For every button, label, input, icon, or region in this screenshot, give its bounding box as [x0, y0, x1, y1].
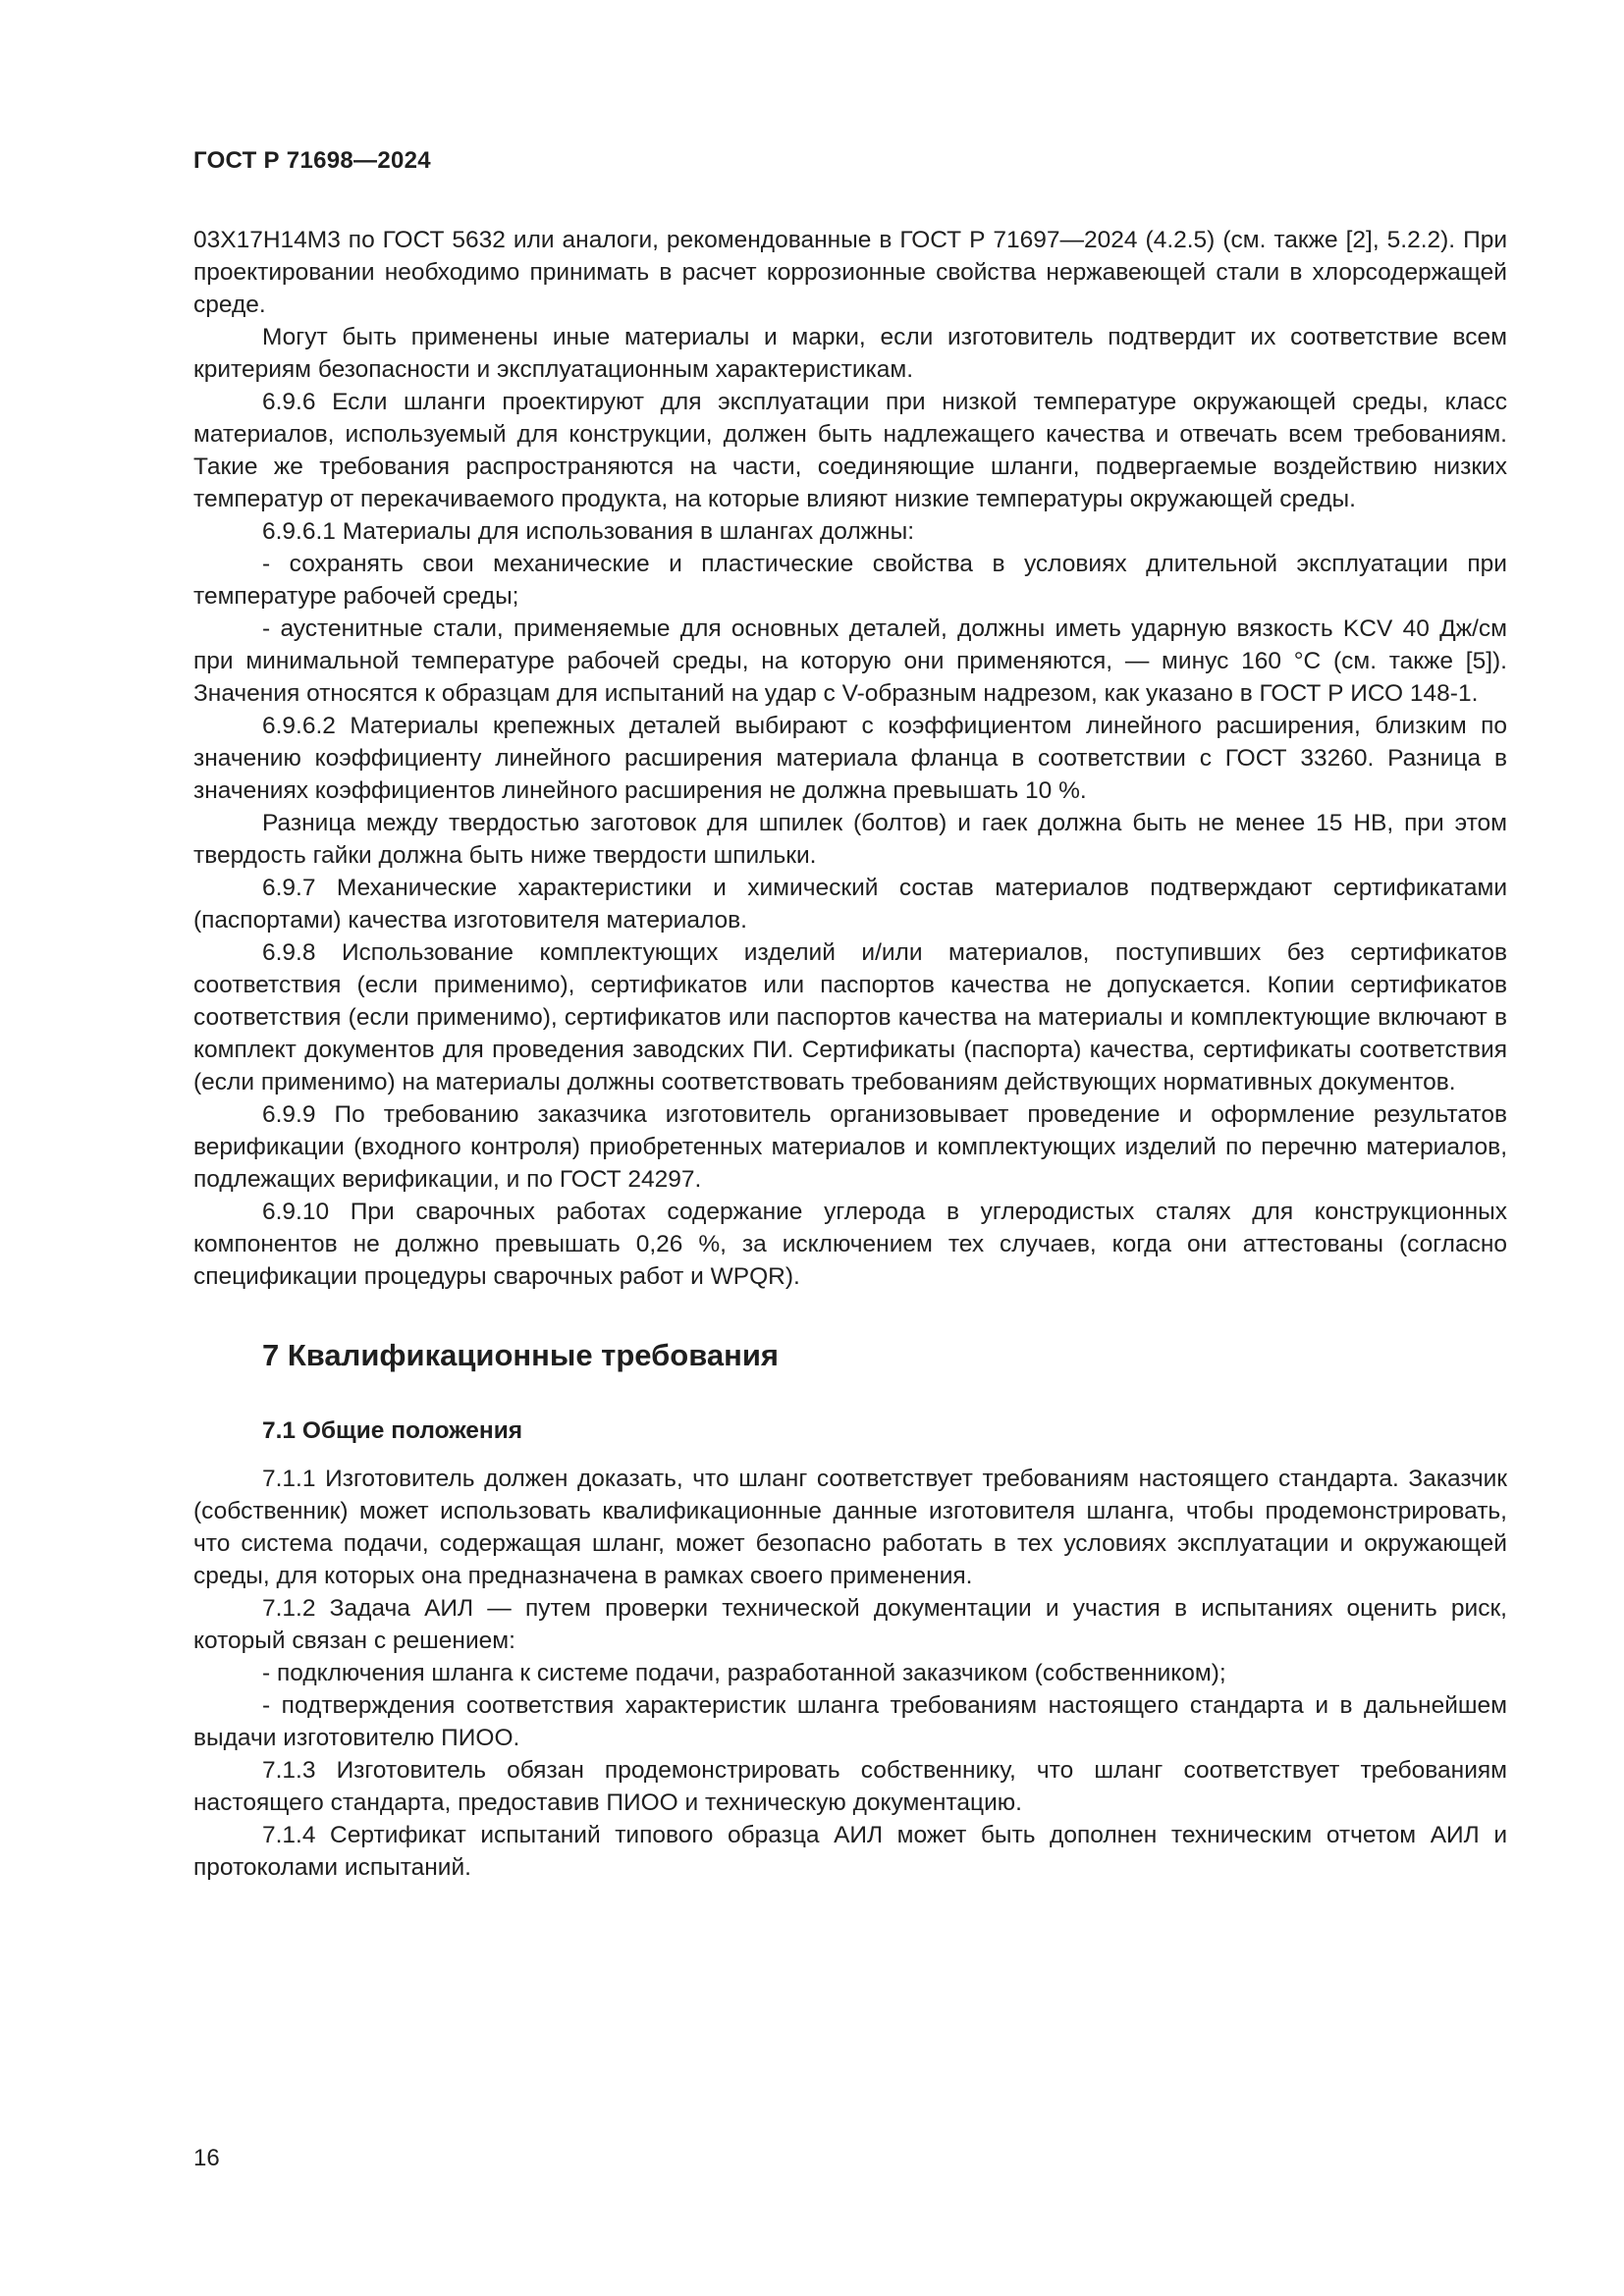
paragraph-7-1-4: 7.1.4 Сертификат испытаний типового образца АИЛ может быть дополнен техническим отчетом АИЛ и протоколами испытаний.	[193, 1822, 1507, 1881]
subsection-title: 7.1 Общие положения	[262, 1417, 523, 1444]
paragraph-6-9-8: 6.9.8 Использование комплектующих изделий и/или материалов, поступивших без сертификатов соответствия (если применимо), сертификатов или паспортов качества не допускается. Копии сертификатов соответствия (если применимо), сертификатов или паспортов качества на материалы и комплектующие включают в комплект документов для проведения заводских ПИ. Сертификаты (паспорта) качества, сертификаты соответствия (если применимо) на материалы должны соответствовать требованиям действующих нормативных документов.	[193, 939, 1507, 1095]
paragraph-6-9-6-2: 6.9.6.2 Материалы крепежных деталей выбирают с коэффициентом линейного расширения, близким по значению коэффициенту линейного расширения материала фланца в соответствии с ГОСТ 33260. Разница в значениях коэффициентов линейного расширения не должна превышать 10 %.	[193, 713, 1507, 804]
paragraph-7-1-2: 7.1.2 Задача АИЛ — путем проверки технической документации и участия в испытаниях оценить риск, который связан с решением:	[193, 1595, 1507, 1654]
paragraph: Могут быть применены иные материалы и марки, если изготовитель подтвердит их соответствие всем критериям безопасности и эксплуатационным характеристикам.	[193, 324, 1507, 383]
page-number: 16	[193, 2145, 220, 2171]
paragraph: Разница между твердостью заготовок для шпилек (болтов) и гаек должна быть не менее 15 НВ, при этом твердость гайки должна быть ниже твердости шпильки.	[193, 810, 1507, 869]
list-item: - сохранять свои механические и пластические свойства в условиях длительной эксплуатации при температуре рабочей среды;	[193, 551, 1507, 610]
paragraph-6-9-6: 6.9.6 Если шланги проектируют для эксплуатации при низкой температуре окружающей среды, класс материалов, используемый для конструкции, должен быть надлежащего качества и отвечать всем требованиям. Такие же требования распространяются на части, соединяющие шланги, подвергаемые воздействию низких температур от перекачиваемого продукта, на которые влияют низкие температуры окружающей среды.	[193, 389, 1507, 512]
paragraph-7-1-1: 7.1.1 Изготовитель должен доказать, что шланг соответствует требованиям настоящего стандарта. Заказчик (собственник) может использовать квалификационные данные изготовителя шланга, чтобы продемонстрировать, что система подачи, содержащая шланг, может безопасно работать в тех условиях эксплуатации и окружающей среды, для которых она предназначена в рамках своего применения.	[193, 1466, 1507, 1589]
list-item: - аустенитные стали, применяемые для основных деталей, должны иметь ударную вязкость KCV 40 Дж/см при минимальной температуре рабочей среды, на которую они применяются, — минус 160 °С (см. также [5]). Значения относятся к образцам для испытаний на удар с V-образным надрезом, как указано в ГОСТ Р ИСО 148-1.	[193, 615, 1507, 707]
paragraph-6-9-9: 6.9.9 По требованию заказчика изготовитель организовывает проведение и оформление результатов верификации (входного контроля) приобретенных материалов и комплектующих изделий по перечню материалов, подлежащих верификации, и по ГОСТ 24297.	[193, 1101, 1507, 1193]
document-header: ГОСТ Р 71698—2024	[193, 147, 431, 174]
section-title: 7 Квалификационные требования	[262, 1338, 779, 1372]
paragraph-6-9-7: 6.9.7 Механические характеристики и химический состав материалов подтверждают сертификатами (паспортами) качества изготовителя материалов.	[193, 875, 1507, 934]
list-item: - подтверждения соответствия характеристик шланга требованиям настоящего стандарта и в дальнейшем выдачи изготовителю ПИОО.	[193, 1692, 1507, 1751]
paragraph-6-9-6-1: 6.9.6.1 Материалы для использования в шлангах должны:	[262, 518, 915, 545]
paragraph-6-9-10: 6.9.10 При сварочных работах содержание углерода в углеродистых сталях для конструкционных компонентов не должно превышать 0,26 %, за исключением тех случаев, когда они аттестованы (согласно спецификации процедуры сварочных работ и WPQR).	[193, 1199, 1507, 1290]
paragraph-7-1-3: 7.1.3 Изготовитель обязан продемонстрировать собственнику, что шланг соответствует требованиям настоящего стандарта, предоставив ПИОО и техническую документацию.	[193, 1757, 1507, 1816]
list-item: - подключения шланга к системе подачи, разработанной заказчиком (собственником);	[262, 1660, 1226, 1686]
document-body	[193, 224, 1507, 1884]
paragraph: 03Х17Н14М3 по ГОСТ 5632 или аналоги, рекомендованные в ГОСТ Р 71697—2024 (4.2.5) (см. также [2], 5.2.2). При проектировании необходимо принимать в расчет коррозионные свойства нержавеющей стали в хлорсодержащей среде.	[193, 227, 1507, 318]
